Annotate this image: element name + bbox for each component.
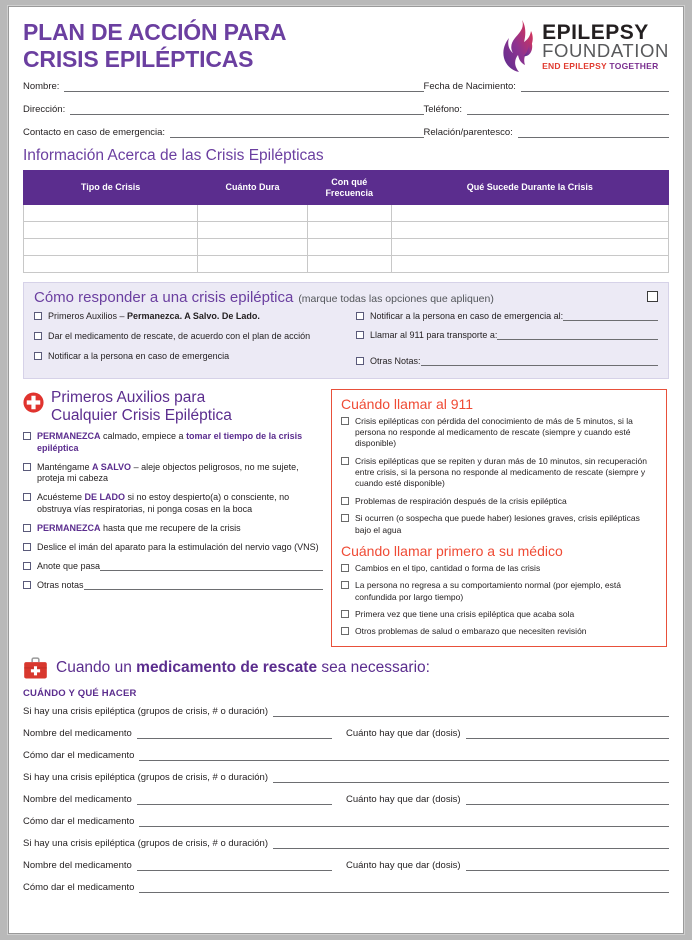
rescue-dose-label: Cuánto hay que dar (dosis) (346, 727, 461, 739)
call-doctor-heading: Cuándo llamar primero a su médico (341, 542, 563, 559)
logo-subname: FOUNDATION (542, 39, 669, 61)
column-header-frequency: Con qué Frecuencia (307, 171, 391, 205)
note-what-happens-input[interactable] (100, 561, 323, 571)
cell-what-happens[interactable] (391, 255, 668, 272)
rescue-row-medication (23, 860, 669, 871)
respond-option-label: Dar el medicamento de rescate, de acuerdo con el plan de acción (48, 330, 311, 341)
checkbox[interactable] (23, 543, 31, 551)
seizure-info-heading: Información Acerca de las Crisis Epilépticas (23, 147, 324, 165)
rescue-how-input[interactable] (139, 817, 669, 827)
first-aid-item-label: Acuésteme DE LADO si no estoy despierto(a) o consciente, no obstruya vías respiratorias, ni ponga cosas en la boca (37, 492, 290, 515)
respond-heading: Cómo responder a una crisis epiléptica (34, 288, 294, 306)
logo-tagline-purple: TOGETHER (609, 61, 659, 71)
emergency-contact-label: Contacto en caso de emergencia: (23, 127, 166, 139)
first-aid-item-label: Anote que pasa (37, 560, 101, 571)
first-aid-item-label: PERMANEZCA hasta que me recupere de la crisis (37, 523, 241, 533)
respond-option-label: Otras Notas: (370, 355, 421, 366)
relationship-input[interactable] (518, 128, 669, 138)
checkbox[interactable] (23, 581, 31, 589)
emergency-contact-input[interactable] (170, 128, 423, 138)
first-aid-item-label: Deslice el imán del aparato para la estimulación del nervio vago (VNS) (37, 541, 319, 552)
cell-duration[interactable] (198, 221, 308, 238)
rescue-med-name-label: Nombre del medicamento (23, 727, 132, 739)
respond-option-other-notes[interactable] (356, 356, 658, 368)
document-header (23, 17, 669, 73)
cell-type[interactable] (24, 255, 198, 272)
first-aid-item-note-what-happens[interactable] (23, 561, 323, 573)
first-aid-item-vns-magnet[interactable] (23, 542, 323, 554)
identity-fields (23, 81, 669, 138)
first-aid-item-label: Otras notas (37, 579, 84, 590)
rescue-heading-row (23, 657, 669, 680)
address-input[interactable] (70, 105, 423, 115)
call-911-item[interactable] (341, 513, 657, 536)
first-aid-item-label: PERMANEZCA calmado, empiece a tomar el tiempo de la crisis epiléptica (37, 430, 303, 453)
rescue-when-input[interactable] (273, 707, 669, 717)
cell-what-happens[interactable] (391, 221, 668, 238)
cell-type[interactable] (24, 238, 198, 255)
call-911-item[interactable] (341, 496, 657, 507)
first-aid-column (23, 389, 331, 599)
call-911-item-label: Problemas de respiración después de la crisis epiléptica (355, 495, 567, 506)
logo-name: EPILEPSY (542, 20, 649, 44)
first-aid-other-notes-input[interactable] (84, 580, 323, 590)
cell-duration[interactable] (198, 255, 308, 272)
cell-frequency[interactable] (307, 221, 391, 238)
name-label: Nombre: (23, 81, 60, 93)
identity-row (23, 127, 669, 138)
first-aid-title-line2: Cualquier Crisis Epiléptica (51, 407, 232, 425)
rescue-row-when (23, 706, 669, 717)
first-aid-item-stay-until-recovery[interactable] (23, 523, 323, 535)
call-doctor-item-label: Otros problemas de salud o embarazo que necesiten revisión (355, 626, 587, 637)
rescue-row-when (23, 838, 669, 849)
call-doctor-item-label: Cambios en el tipo, cantidad o forma de las crisis (355, 562, 541, 573)
call-911-item-label: Crisis epilépticas que se repiten y duran más de 10 minutos, sin recuperación entre crisis, si la persona no responde al medicamento de rescate (siempre y cuando esté disponible) (355, 455, 647, 489)
rescue-how-label: Cómo dar el medicamento (23, 881, 135, 893)
rescue-row-how (23, 750, 669, 761)
first-aid-item-stay-calm[interactable] (23, 431, 323, 455)
checkbox[interactable] (34, 312, 42, 320)
dob-label: Fecha de Nacimiento: (423, 81, 516, 93)
rescue-row-medication (23, 728, 669, 739)
rescue-when-label: Si hay una crisis epiléptica (grupos de crisis, # o duración) (23, 771, 269, 783)
middle-section (23, 389, 669, 647)
rescue-dose-label: Cuánto hay que dar (dosis) (346, 859, 461, 871)
cell-duration[interactable] (198, 238, 308, 255)
first-aid-heading-row (23, 389, 323, 426)
call-doctor-item-label: Primera vez que tiene una crisis epiléptica que acaba sola (355, 609, 575, 620)
respond-option-label: Notificar a la persona en caso de emergencia (48, 350, 230, 361)
cell-type[interactable] (24, 221, 198, 238)
medical-cross-icon (23, 392, 44, 413)
checkbox[interactable] (341, 581, 349, 589)
checkbox[interactable] (23, 524, 31, 532)
seizure-info-table (23, 170, 669, 273)
checkbox[interactable] (23, 432, 31, 440)
rescue-med-name-label: Nombre del medicamento (23, 793, 132, 805)
first-aid-kit-icon (23, 657, 48, 680)
cell-frequency[interactable] (307, 238, 391, 255)
rescue-med-name-input[interactable] (137, 795, 332, 805)
page-title-line2: CRISIS EPILÉPTICAS (23, 46, 254, 73)
respond-heading-row (34, 289, 658, 306)
call-doctor-item[interactable] (341, 626, 657, 637)
rescue-title: Cuando un medicamento de rescate sea necessario: (56, 659, 430, 677)
checkbox[interactable] (23, 463, 31, 471)
column-header-duration: Cuánto Dura (198, 171, 308, 205)
call-911-transport-input[interactable] (497, 330, 658, 340)
logo-tagline (542, 62, 669, 71)
rescue-how-label: Cómo dar el medicamento (23, 815, 135, 827)
rescue-when-input[interactable] (273, 839, 669, 849)
call-doctor-item[interactable] (341, 563, 657, 574)
emergency-box (331, 389, 667, 647)
relationship-label: Relación/parentesco: (423, 127, 513, 139)
rescue-row-how (23, 816, 669, 827)
emergency-column (331, 389, 667, 647)
call-doctor-item-label: La persona no regresa a su comportamiento normal (por ejemplo, está confundida por largo tiempo) (355, 580, 622, 602)
first-aid-title (51, 389, 232, 426)
rescue-med-name-label: Nombre del medicamento (23, 859, 132, 871)
identity-row (23, 81, 669, 92)
logo-tagline-red: END EPILEPSY (542, 61, 607, 71)
checkbox[interactable] (356, 331, 364, 339)
table-header-row (24, 171, 669, 205)
respond-option-notify-emergency-number[interactable] (356, 311, 658, 323)
first-aid-title-line1: Primeros Auxilios para (51, 388, 206, 406)
table-row (24, 238, 669, 255)
checkbox[interactable] (341, 514, 349, 522)
rescue-dose-input[interactable] (466, 729, 669, 739)
rescue-dose-input[interactable] (466, 861, 669, 871)
checkbox[interactable] (34, 352, 42, 360)
respond-option-label: Notificar a la persona en caso de emergencia al: (370, 310, 564, 321)
respond-section (23, 282, 669, 379)
call-911-item-label: Crisis epilépticas con pérdida del conocimiento de más de 5 minutos, si la persona no responde al medicamento de rescate (siempre y cuando esté disponible) (355, 415, 633, 449)
rescue-subheading: CUÁNDO Y QUÉ HACER (23, 687, 137, 699)
name-input[interactable] (64, 82, 423, 92)
checkbox[interactable] (341, 610, 349, 618)
column-header-type: Tipo de Crisis (24, 171, 198, 205)
cell-what-happens[interactable] (391, 204, 668, 221)
call-911-heading: Cuándo llamar al 911 (341, 395, 474, 412)
epilepsy-foundation-logo (501, 19, 669, 73)
respond-option-notify-contact[interactable] (34, 351, 346, 363)
first-aid-item-label: Manténgame A SALVO – aleje objectos peligrosos, no me sujete, proteja mi cabeza (37, 461, 299, 484)
other-notes-input[interactable] (421, 356, 658, 366)
checkbox[interactable] (341, 564, 349, 572)
table-row (24, 255, 669, 272)
first-aid-item-other-notes[interactable] (23, 580, 323, 592)
checkbox[interactable] (23, 493, 31, 501)
respond-right-column (346, 311, 658, 371)
phone-label: Teléfono: (423, 104, 463, 116)
rescue-when-label: Si hay una crisis epiléptica (grupos de crisis, # o duración) (23, 705, 269, 717)
rescue-row-when (23, 772, 669, 783)
respond-master-checkbox[interactable] (647, 291, 658, 302)
checkbox[interactable] (34, 332, 42, 340)
rescue-med-name-input[interactable] (137, 861, 332, 871)
call-doctor-item[interactable] (341, 580, 657, 603)
checkbox[interactable] (23, 562, 31, 570)
rescue-how-label: Cómo dar el medicamento (23, 749, 135, 761)
table-row (24, 221, 669, 238)
dob-input[interactable] (521, 82, 669, 92)
rescue-medication-section (23, 657, 669, 893)
call-doctor-item[interactable] (341, 609, 657, 620)
respond-option-rescue-med[interactable] (34, 331, 346, 343)
respond-option-label: Llamar al 911 para transporte a: (370, 329, 498, 340)
respond-option-first-aid[interactable] (34, 311, 346, 323)
page-title-line1: PLAN DE ACCIÓN PARA (23, 19, 287, 45)
cell-what-happens[interactable] (391, 238, 668, 255)
call-911-item[interactable] (341, 416, 657, 450)
respond-option-label: Primeros Auxilios – Permanezca. A Salvo. De Lado. (48, 310, 260, 321)
page-title (23, 19, 286, 73)
checkbox[interactable] (356, 357, 364, 365)
column-header-what-happens: Qué Sucede Durante la Crisis (391, 171, 668, 205)
cell-frequency[interactable] (307, 255, 391, 272)
cell-type[interactable] (24, 204, 198, 221)
rescue-when-label: Si hay una crisis epiléptica (grupos de crisis, # o duración) (23, 837, 269, 849)
rescue-how-input[interactable] (139, 751, 669, 761)
checkbox[interactable] (341, 417, 349, 425)
notify-emergency-number-input[interactable] (563, 311, 658, 321)
respond-option-call-911[interactable] (356, 330, 658, 342)
checkbox[interactable] (341, 627, 349, 635)
rescue-med-name-input[interactable] (137, 729, 332, 739)
checkbox[interactable] (356, 312, 364, 320)
rescue-dose-label: Cuánto hay que dar (dosis) (346, 793, 461, 805)
identity-row (23, 104, 669, 115)
first-aid-item-keep-safe[interactable] (23, 462, 323, 486)
cell-frequency[interactable] (307, 204, 391, 221)
rescue-group (23, 838, 669, 893)
phone-input[interactable] (467, 105, 669, 115)
rescue-how-input[interactable] (139, 883, 669, 893)
respond-heading-note: (marque todas las opciones que apliquen) (298, 292, 494, 305)
rescue-group (23, 772, 669, 827)
rescue-row-medication (23, 794, 669, 805)
rescue-group (23, 706, 669, 761)
rescue-dose-input[interactable] (466, 795, 669, 805)
first-aid-item-side-position[interactable] (23, 492, 323, 516)
flame-icon (501, 19, 535, 73)
address-label: Dirección: (23, 104, 66, 116)
rescue-when-input[interactable] (273, 773, 669, 783)
logo-wordmark (542, 22, 669, 71)
cell-duration[interactable] (198, 204, 308, 221)
document-page (8, 6, 684, 934)
checkbox[interactable] (341, 497, 349, 505)
rescue-row-how (23, 882, 669, 893)
call-911-item[interactable] (341, 456, 657, 490)
respond-left-column (34, 311, 346, 371)
call-911-item-label: Si ocurren (o sospecha que puede haber) lesiones graves, crisis epilépticas bajo el agua (355, 513, 640, 535)
checkbox[interactable] (341, 457, 349, 465)
table-row (24, 204, 669, 221)
